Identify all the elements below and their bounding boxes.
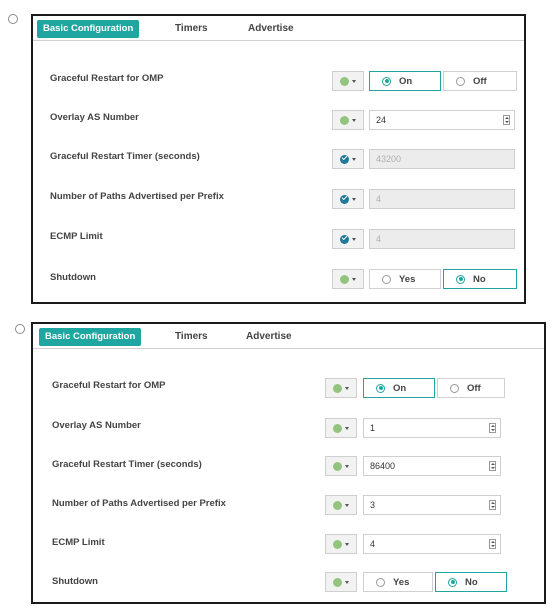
shutdown-label: Shutdown (52, 576, 98, 587)
gr-timer-value: 86400 (370, 461, 396, 471)
num-paths-input[interactable] (363, 495, 501, 515)
global-check-icon (340, 235, 349, 244)
no-label: No (473, 273, 486, 285)
tab-timers[interactable]: Timers (175, 331, 208, 342)
num-paths-value: 3 (370, 500, 376, 510)
tab-bar (33, 324, 544, 349)
radio-empty-icon (456, 77, 465, 86)
graceful-restart-on-radio[interactable] (369, 71, 441, 91)
graceful-restart-off-radio[interactable] (437, 378, 505, 398)
default-dot-icon (340, 77, 349, 86)
overlay-as-input[interactable] (363, 418, 501, 438)
num-paths-value: 4 (376, 194, 382, 204)
graceful-restart-on-radio[interactable] (363, 378, 435, 398)
default-dot-icon (340, 116, 349, 125)
shutdown-no-radio[interactable] (435, 572, 507, 592)
ecmp-scope-dropdown[interactable] (332, 229, 364, 249)
default-dot-icon (333, 384, 342, 393)
stepper-icon[interactable] (489, 500, 496, 510)
radio-empty-icon (376, 578, 385, 587)
off-label: Off (473, 75, 487, 87)
graceful-restart-label: Graceful Restart for OMP (52, 380, 166, 391)
gr-timer-input (369, 149, 515, 169)
on-label: On (399, 75, 413, 87)
ecmp-input (369, 229, 515, 249)
global-check-icon (340, 155, 349, 164)
ecmp-label: ECMP Limit (52, 537, 105, 548)
radio-selected-icon (382, 77, 391, 86)
stepper-icon[interactable] (503, 115, 510, 125)
ecmp-scope-dropdown[interactable] (325, 534, 357, 554)
radio-empty-icon (382, 275, 391, 284)
overlay-as-label: Overlay AS Number (50, 112, 139, 123)
shutdown-yes-radio[interactable] (369, 269, 441, 289)
default-dot-icon (333, 540, 342, 549)
on-label: On (393, 382, 407, 394)
overlay-as-scope-dropdown[interactable] (332, 110, 364, 130)
answer-option-1-radio[interactable] (8, 14, 18, 24)
default-dot-icon (340, 275, 349, 284)
tab-basic-configuration[interactable]: Basic Configuration (37, 20, 139, 38)
stepper-icon[interactable] (489, 423, 496, 433)
off-label: Off (467, 382, 481, 394)
answer-option-2-radio[interactable] (15, 324, 25, 334)
tab-timers[interactable]: Timers (175, 23, 208, 34)
gr-timer-label: Graceful Restart Timer (seconds) (52, 459, 202, 470)
num-paths-scope-dropdown[interactable] (325, 495, 357, 515)
overlay-as-input[interactable] (369, 110, 515, 130)
stepper-icon[interactable] (489, 461, 496, 471)
overlay-as-scope-dropdown[interactable] (325, 418, 357, 438)
gr-timer-label: Graceful Restart Timer (seconds) (50, 151, 200, 162)
default-dot-icon (333, 578, 342, 587)
tab-advertise[interactable]: Advertise (246, 331, 292, 342)
graceful-restart-off-radio[interactable] (443, 71, 517, 91)
no-label: No (465, 576, 478, 588)
chevron-down-icon (345, 427, 349, 430)
chevron-down-icon (352, 158, 356, 161)
shutdown-no-radio[interactable] (443, 269, 517, 289)
default-dot-icon (333, 462, 342, 471)
gr-timer-scope-dropdown[interactable] (332, 149, 364, 169)
graceful-restart-scope-dropdown[interactable] (332, 71, 364, 91)
chevron-down-icon (345, 465, 349, 468)
num-paths-input (369, 189, 515, 209)
chevron-down-icon (345, 581, 349, 584)
chevron-down-icon (352, 198, 356, 201)
omp-config-panel-1 (31, 14, 526, 304)
overlay-as-value: 24 (376, 115, 387, 125)
global-check-icon (340, 195, 349, 204)
chevron-down-icon (352, 278, 356, 281)
default-dot-icon (333, 424, 342, 433)
chevron-down-icon (345, 387, 349, 390)
shutdown-scope-dropdown[interactable] (332, 269, 364, 289)
num-paths-scope-dropdown[interactable] (332, 189, 364, 209)
num-paths-label: Number of Paths Advertised per Prefix (50, 191, 224, 202)
radio-selected-icon (448, 578, 457, 587)
chevron-down-icon (352, 80, 356, 83)
tab-basic-configuration[interactable]: Basic Configuration (39, 328, 141, 346)
chevron-down-icon (352, 119, 356, 122)
yes-label: Yes (393, 576, 410, 588)
graceful-restart-scope-dropdown[interactable] (325, 378, 357, 398)
overlay-as-value: 1 (370, 423, 376, 433)
gr-timer-input[interactable] (363, 456, 501, 476)
overlay-as-label: Overlay AS Number (52, 420, 141, 431)
chevron-down-icon (345, 504, 349, 507)
chevron-down-icon (352, 238, 356, 241)
radio-selected-icon (376, 384, 385, 393)
graceful-restart-label: Graceful Restart for OMP (50, 73, 164, 84)
radio-empty-icon (450, 384, 459, 393)
shutdown-scope-dropdown[interactable] (325, 572, 357, 592)
ecmp-value: 4 (376, 234, 382, 244)
gr-timer-value: 43200 (376, 154, 402, 164)
chevron-down-icon (345, 543, 349, 546)
ecmp-input[interactable] (363, 534, 501, 554)
shutdown-yes-radio[interactable] (363, 572, 433, 592)
ecmp-label: ECMP Limit (50, 231, 103, 242)
default-dot-icon (333, 501, 342, 510)
shutdown-label: Shutdown (50, 272, 96, 283)
ecmp-value: 4 (370, 539, 376, 549)
omp-config-panel-2 (31, 322, 546, 604)
gr-timer-scope-dropdown[interactable] (325, 456, 357, 476)
yes-label: Yes (399, 273, 416, 285)
radio-selected-icon (456, 275, 465, 284)
num-paths-label: Number of Paths Advertised per Prefix (52, 498, 226, 509)
tab-advertise[interactable]: Advertise (248, 23, 294, 34)
tab-bar (33, 16, 524, 41)
stepper-icon[interactable] (489, 539, 496, 549)
